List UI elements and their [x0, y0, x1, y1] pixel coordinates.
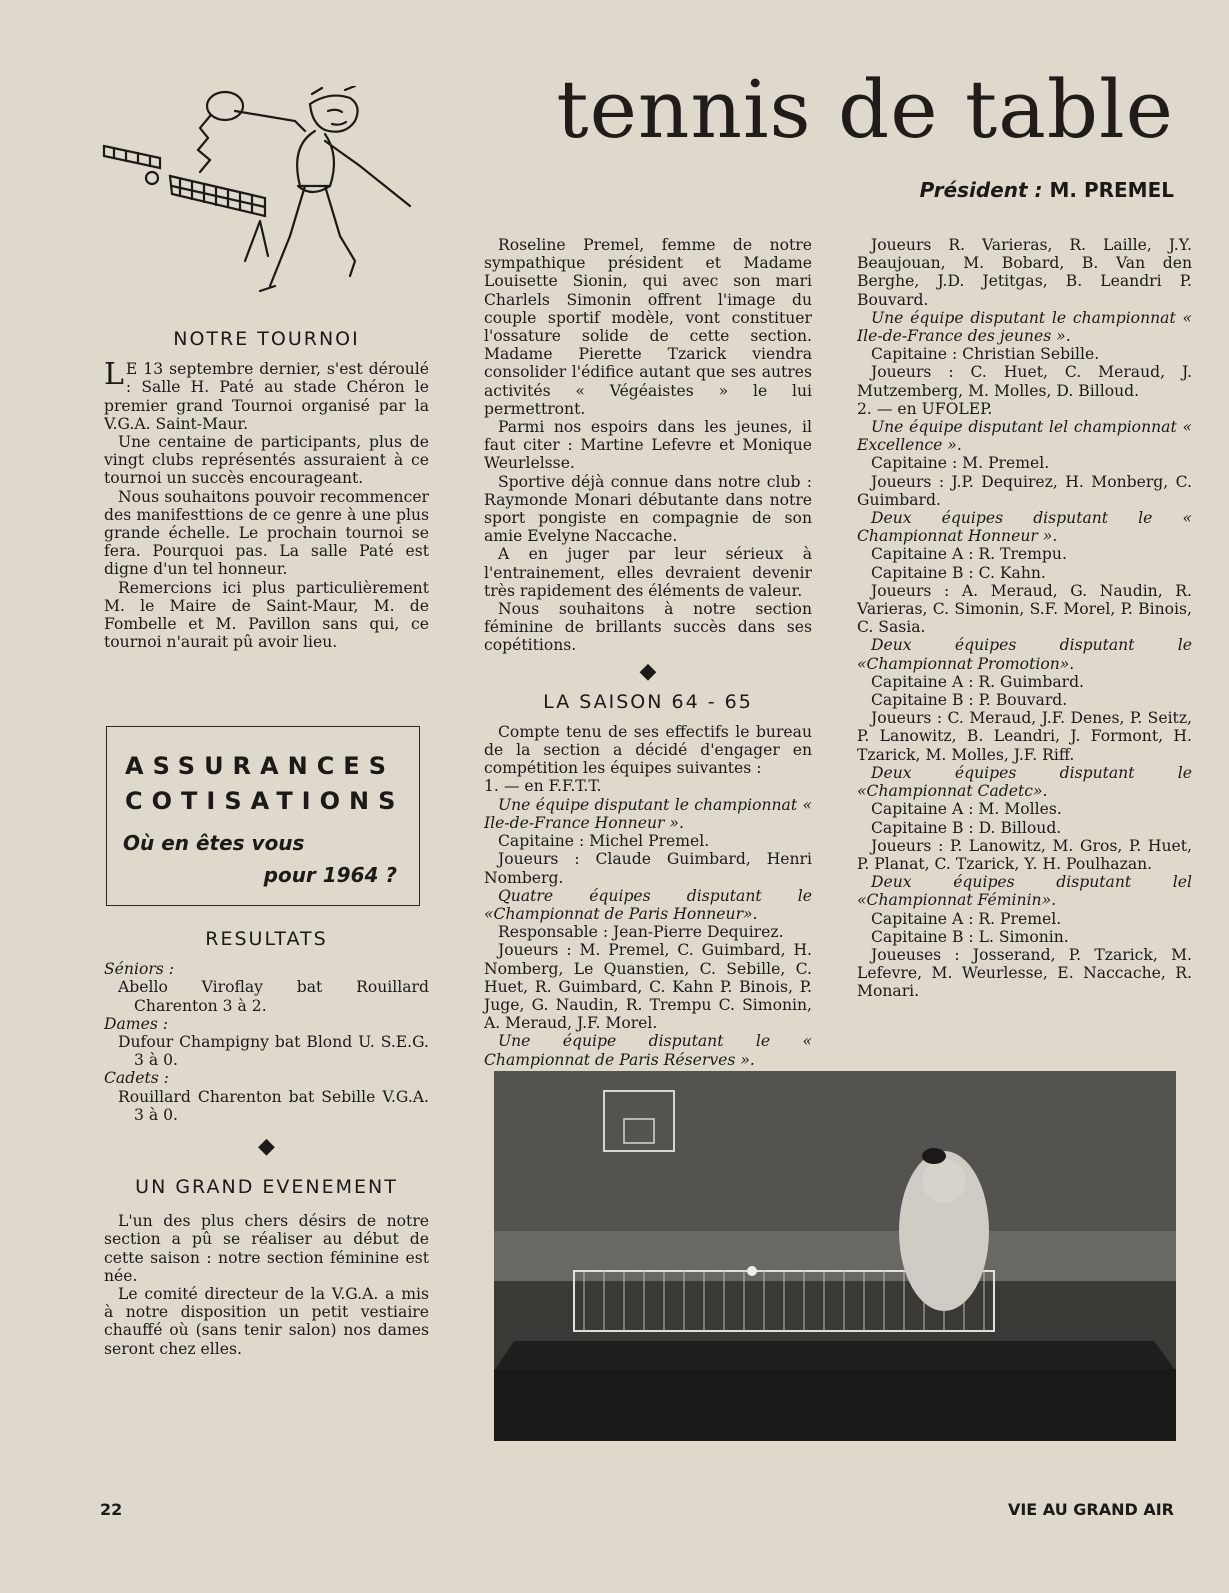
notre-tournoi-heading: NOTRE TOURNOI	[173, 328, 360, 350]
president-name: M. PREMEL	[1049, 178, 1174, 202]
cadets-result: Rouillard Charenton bat Sebille V.G.A. 3 à 0.	[118, 1087, 429, 1124]
seniors-result: Abello Viroflay bat Rouillard Charenton 3 à 2.	[118, 978, 429, 1015]
saison-line: Joueurs R. Varieras, R. Laille, J.Y. Beaujouan, M. Bobard, B. Van den Berghe, J.D. Jetitgas, B. Leandri P. Bouvard.	[857, 236, 1192, 309]
evenement-p5: Sportive déjà connue dans notre club : Raymonde Monari débutante dans notre sport pongiste en compagnie de son amie Evelyne Naccache.	[484, 472, 812, 546]
president-line	[920, 178, 1174, 202]
saison-line: Joueurs : M. Premel, C. Guimbard, H. Nomberg, Le Quanstien, C. Sebille, C. Huet, R. Guimbard, C. Kahn P. Binois, P. Juge, G. Naudin, R. Trempu C. Simonin, A. Meraud, J.F. Morel.	[484, 941, 812, 1033]
saison-line: Deux équipes disputant lel «Championnat Féminin».	[857, 873, 1192, 910]
box-line-2: COTISATIONS	[125, 787, 405, 815]
saison-line: Joueurs : C. Huet, C. Meraud, J. Mutzemberg, M. Molles, D. Billoud.	[857, 363, 1192, 400]
saison-line: Quatre équipes disputant le «Championnat de Paris Honneur».	[484, 886, 812, 923]
saison-line: 1. — en F.F.T.T.	[484, 777, 602, 796]
notre-tournoi-p2: Une centaine de participants, plus de vingt clubs représentés assuraient à ce tournoi un succès encourageant.	[104, 433, 429, 488]
saison-line: Capitaine A : R. Trempu.	[871, 545, 1067, 564]
president-label: Président :	[919, 178, 1043, 202]
dames-label: Dames :	[104, 1014, 169, 1033]
table-tennis-photo	[494, 1071, 1176, 1441]
saison-line: Une équipe disputant le « Championnat de Paris Réserves ».	[484, 1032, 812, 1069]
box-line-4: pour 1964 ?	[263, 863, 397, 887]
saison-heading: LA SAISON 64 - 65	[543, 690, 753, 713]
resultats-section	[104, 930, 429, 1358]
saison-line: Joueurs : J.P. Dequirez, H. Monberg, C. Guimbard.	[857, 472, 1192, 509]
notre-tournoi-p3: Nous souhaitons pouvoir recommencer des manifesttions de ce genre à une plus grande échelle. Le prochain tournoi se fera. Pourquoi pas. La salle Paté est digne d'un tel honneur.	[104, 487, 429, 579]
evenement-p2: Le comité directeur de la V.G.A. a mis à notre disposition un petit vestiaire chauffé où (sans tenir salon) nos dames seront chez elles.	[104, 1285, 429, 1358]
saison-line: Joueurs : Claude Guimbard, Henri Nomberg.	[484, 850, 812, 887]
drop-cap: L	[104, 357, 124, 393]
saison-line: Deux équipes disputant le «Championnat Promotion».	[857, 636, 1192, 673]
page-number: 22	[100, 1500, 123, 1519]
saison-line: Joueurs : C. Meraud, J.F. Denes, P. Seitz, P. Lanowitz, B. Leandri, J. Formont, H. Tzarick, M. Molles, J.F. Riff.	[857, 709, 1192, 764]
magazine-name: VIE AU GRAND AIR	[1007, 1500, 1174, 1519]
saison-line: Capitaine A : R. Guimbard.	[871, 672, 1085, 691]
saison-line: Une équipe disputant lel championnat « Excellence ».	[857, 418, 1192, 455]
saison-line: Responsable : Jean-Pierre Dequirez.	[498, 923, 784, 942]
ping-pong-player-illustration	[100, 86, 430, 296]
saison-line: Capitaine : M. Premel.	[871, 454, 1050, 473]
saison-line: Joueuses : Josserand, P. Tzarick, M. Lefevre, M. Weurlesse, E. Naccache, R. Monari.	[857, 945, 1192, 1001]
page-title: tennis de table	[556, 63, 1174, 156]
saison-line: Capitaine B : D. Billoud.	[871, 818, 1062, 837]
notre-tournoi-p1-text: E 13 septembre dernier, s'est déroulé : Salle H. Paté au stade Chéron le premier grand Tournoi organisé par la V.G.A. Saint-Maur.	[104, 360, 429, 433]
saison-line: Capitaine A : R. Premel.	[871, 909, 1062, 928]
saison-line: Capitaine : Christian Sebille.	[871, 345, 1100, 364]
saison-line: Joueurs : P. Lanowitz, M. Gros, P. Huet, P. Planat, C. Tzarick, Y. H. Poulhazan.	[857, 836, 1192, 873]
saison-line: Capitaine A : M. Molles.	[871, 800, 1062, 819]
cadets-label: Cadets :	[104, 1069, 169, 1088]
evenement-p4: Parmi nos espoirs dans les jeunes, il faut citer : Martine Lefevre et Monique Weurlelsse.	[484, 418, 812, 473]
saison-list-1	[484, 777, 812, 1086]
saison-line: Deux équipes disputant le «Championnat Cadetc».	[857, 763, 1192, 801]
evenement-p7: Nous souhaitons à notre section féminine de brillants succès dans ses copétitions.	[484, 600, 812, 655]
assurances-box	[106, 726, 420, 906]
evenement-p6: A en juger par leur sérieux à l'entrainement, elles devraient devenir très rapidement des éléments de valeur.	[484, 545, 812, 600]
saison-line: Capitaine B : L. Simonin.	[871, 927, 1069, 946]
diamond-separator-icon: ◆	[258, 1134, 275, 1160]
column-3	[857, 236, 1192, 1001]
evenement-p1: L'un des plus chers désirs de notre section a pû se réaliser au début de cette saison : notre section féminine est née.	[104, 1212, 429, 1285]
seniors-label: Séniors :	[104, 960, 174, 979]
saison-line: Capitaine : Michel Premel.	[498, 832, 710, 851]
diamond-separator-icon: ◆	[639, 658, 657, 684]
evenement-heading: UN GRAND EVENEMENT	[135, 1176, 398, 1199]
box-line-3: Où en êtes vous	[123, 831, 305, 855]
box-line-1: ASSURANCES	[125, 752, 395, 780]
notre-tournoi-section	[104, 330, 429, 651]
saison-line: Capitaine B : P. Bouvard.	[871, 691, 1068, 710]
saison-line: Joueurs : A. Meraud, G. Naudin, R. Varieras, C. Simonin, S.F. Morel, P. Binois, C. Sasia.	[857, 581, 1192, 637]
notre-tournoi-p4: Remercions ici plus particulièrement M. le Maire de Saint-Maur, M. de Fombelle et M. Pavillon sans qui, ce tournoi n'aurait pû avoir lieu.	[104, 578, 429, 652]
resultats-heading: RESULTATS	[205, 928, 328, 950]
saison-line: Une équipe disputant le championnat « Ile-de-France Honneur ».	[484, 795, 812, 832]
saison-line: Capitaine B : C. Kahn.	[871, 563, 1046, 582]
evenement-p3: Roseline Premel, femme de notre sympathique président et Madame Louisette Sionin, qui avec son mari Charlels Simonin offrent l'image du couple sportif modèle, vont constituer l'ossature solide de cette section. Madame Pierette Tzarick viendra consolider l'édifice autant que ses autres activités « Végéaistes » le lui permettront.	[484, 236, 812, 418]
saison-line: Deux équipes disputant le « Championnat Honneur ».	[857, 509, 1192, 546]
saison-list-2	[857, 236, 1192, 1001]
saison-line: Une équipe disputant le championnat « Ile-de-France des jeunes ».	[857, 308, 1192, 346]
column-2	[484, 236, 812, 1087]
notre-tournoi-p1	[104, 357, 429, 433]
saison-line: 2. — en UFOLEP.	[857, 399, 993, 418]
saison-intro: Compte tenu de ses effectifs le bureau de la section a décidé d'engager en compétition les équipes suivantes :	[484, 722, 812, 778]
dames-result: Dufour Champigny bat Blond U. S.E.G. 3 à 0.	[118, 1033, 429, 1070]
